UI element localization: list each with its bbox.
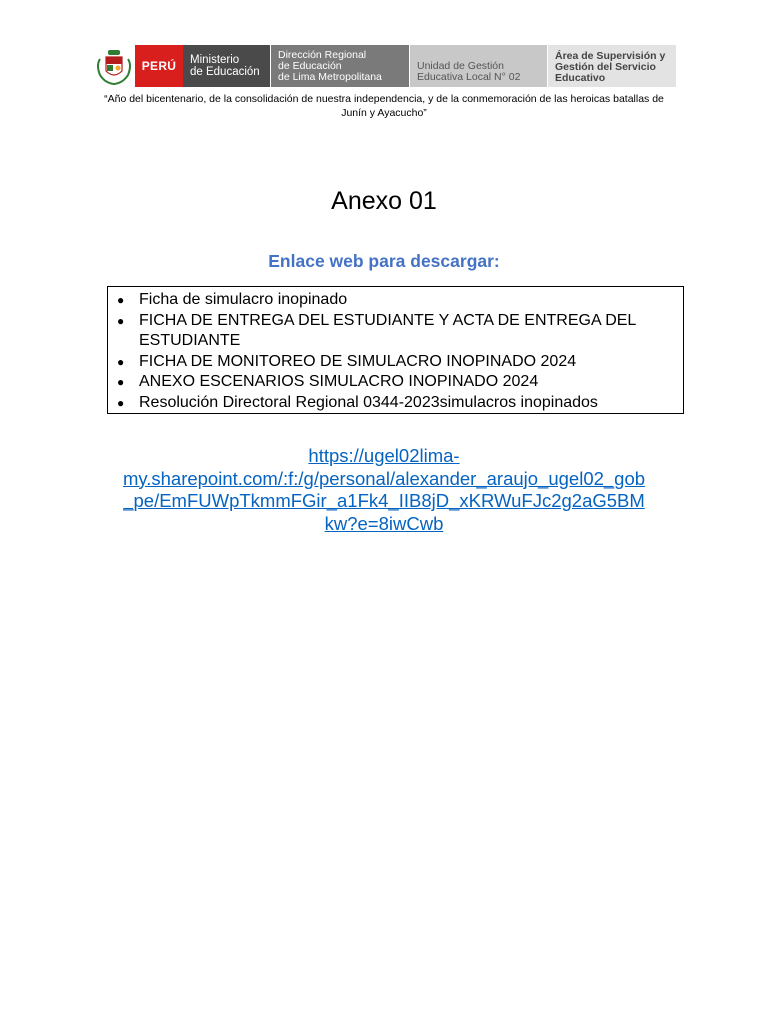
bullet-icon: ●	[117, 313, 125, 328]
list-item	[116, 311, 675, 352]
list-item-text: FICHA DE MONITOREO DE SIMULACRO INOPINADO 2024	[139, 352, 577, 370]
link-line-4: kw?e=8iwCwb	[324, 512, 444, 534]
list-item-text: ANEXO ESCENARIOS SIMULACRO INOPINADO 2024	[139, 373, 539, 390]
list-item	[116, 393, 675, 414]
peru-label: PERÚ	[141, 59, 177, 73]
area-line-1: Área de Supervisión y	[555, 50, 666, 62]
documents-box	[107, 286, 684, 414]
ministerio-line-2: de Educación	[190, 66, 260, 78]
link-line-3: _pe/EmFUWpTkmmFGir_a1Fk4_IIB8jD_xKRWuFJc2g2aG5BM	[123, 490, 645, 511]
download-subtitle: Enlace web para descargar:	[268, 251, 500, 271]
peru-brand	[135, 45, 183, 87]
sharepoint-download-link[interactable]	[84, 445, 684, 535]
link-line-1: https://ugel02lima-	[308, 445, 460, 466]
link-line-2: my.sharepoint.com/:f:/g/personal/alexander_araujo_ugel02_gob	[122, 467, 646, 489]
bullet-icon: ●	[117, 395, 125, 410]
ugel-block	[409, 45, 547, 87]
bullet-icon: ●	[117, 375, 125, 389]
drelm-line-1: Dirección Regional	[278, 48, 367, 61]
bullet-icon: ●	[117, 354, 125, 369]
ministerio-block	[183, 45, 270, 87]
list-item	[116, 372, 675, 393]
coat-of-arms-icon	[93, 45, 135, 87]
list-item-text: Resolución Directoral Regional 0344-2023simulacros inopinados	[139, 393, 598, 411]
area-line-2: Gestión del Servicio	[555, 61, 656, 73]
list-item-text: Ficha de simulacro inopinado	[139, 291, 348, 308]
drelm-line-2: de Educación	[278, 59, 342, 72]
institutional-header	[93, 45, 676, 87]
year-motto: “Año del bicentenario, de la consolidación de nuestra independencia, y de la conmemoración de las heroicas batallas de Junín y Ayacucho”	[104, 93, 664, 119]
ministerio-line-1: Ministerio	[190, 54, 240, 66]
list-item	[116, 290, 675, 311]
ugel-line-1: Unidad de Gestión	[417, 60, 504, 72]
list-item	[116, 352, 675, 373]
area-block	[547, 45, 676, 87]
drelm-block	[270, 45, 409, 87]
documents-list	[116, 290, 675, 413]
area-line-3: Educativo	[555, 72, 606, 84]
drelm-line-3: de Lima Metropolitana	[278, 70, 382, 83]
list-item-text: FICHA DE ENTREGA DEL ESTUDIANTE Y ACTA DE ENTREGA DEL ESTUDIANTE	[139, 311, 636, 349]
page-title: Anexo 01	[331, 187, 437, 215]
ugel-line-2: Educativa Local N° 02	[417, 71, 521, 83]
bullet-icon: ●	[117, 293, 125, 307]
